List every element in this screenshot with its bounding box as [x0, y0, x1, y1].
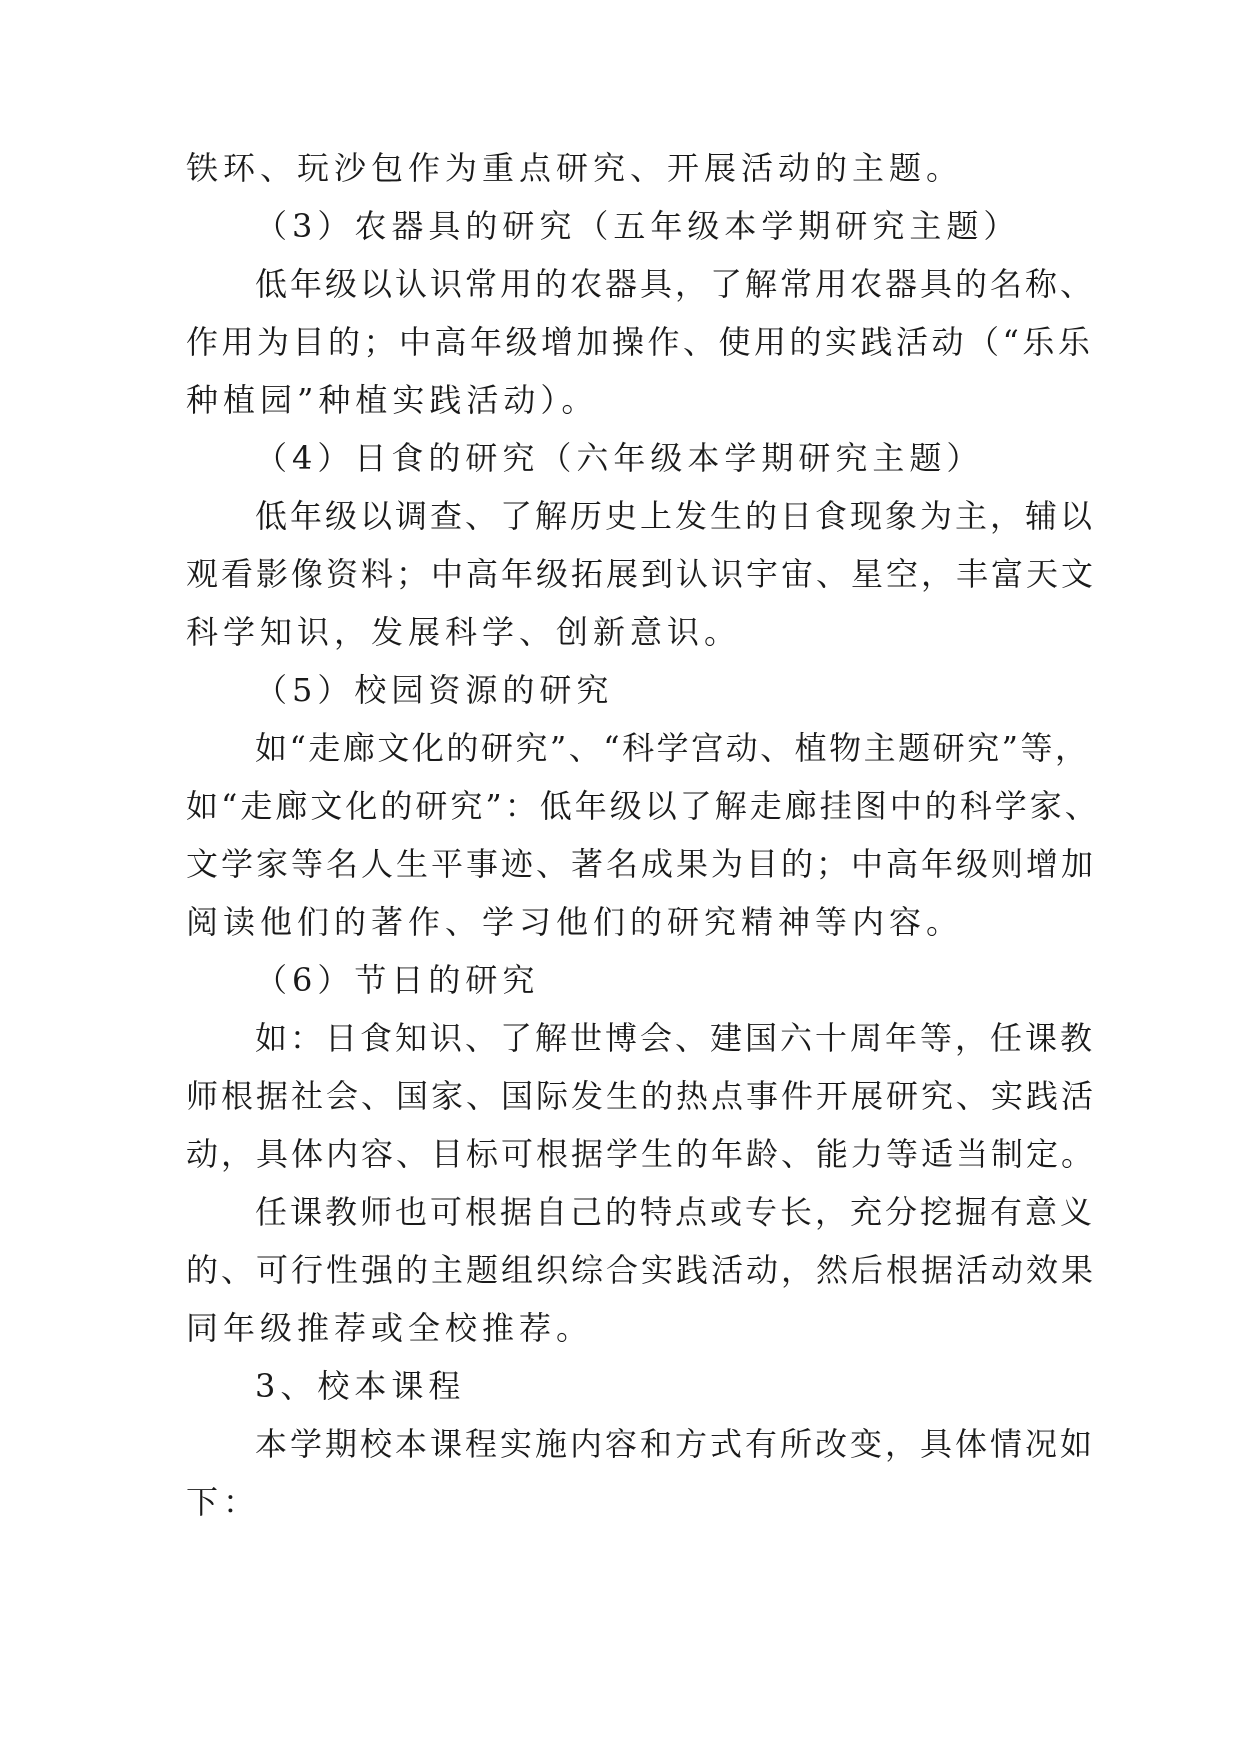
paragraph-line: 低年级以认识常用的农器具，了解常用农器具的名称、 [255, 265, 1096, 303]
paragraph-line: 如“走廊文化的研究”：低年级以了解走廊挂图中的科学家、 [186, 787, 1100, 825]
section-heading-3: （3）农器具的研究（五年级本学期研究主题） [255, 207, 1021, 245]
paragraph-line: 文学家等名人生平事迹、著名成果为目的；中高年级则增加 [186, 845, 1097, 883]
paragraph-line: 如“走廊文化的研究”、“科学宫动、植物主题研究”等， [255, 729, 1090, 767]
paragraph-line: 低年级以调查、了解历史上发生的日食现象为主，辅以 [255, 497, 1096, 535]
section-heading-4: （4）日食的研究（六年级本学期研究主题） [255, 439, 984, 477]
paragraph-line: 阅读他们的著作、学习他们的研究精神等内容。 [186, 903, 964, 941]
paragraph-line: 观看影像资料；中高年级拓展到认识宇宙、星空，丰富天文 [186, 555, 1097, 593]
paragraph-line: 作用为目的；中高年级增加操作、使用的实践活动（“乐乐 [186, 323, 1094, 361]
section-heading-5: （5）校园资源的研究 [255, 671, 614, 709]
paragraph-line: 动，具体内容、目标可根据学生的年龄、能力等适当制定。 [186, 1135, 1097, 1173]
paragraph-line: 的、可行性强的主题组织综合实践活动，然后根据活动效果 [186, 1251, 1097, 1289]
paragraph-line: 下： [186, 1483, 261, 1521]
section-heading-6: （6）节日的研究 [255, 961, 540, 999]
paragraph-line: 本学期校本课程实施内容和方式有所改变，具体情况如 [255, 1425, 1096, 1463]
paragraph-line: 师根据社会、国家、国际发生的热点事件开展研究、实践活 [186, 1077, 1097, 1115]
section-heading-school-courses: 3、校本课程 [255, 1367, 466, 1405]
paragraph-line: 如：日食知识、了解世博会、建国六十周年等，任课教 [255, 1019, 1096, 1057]
paragraph-line: 任课教师也可根据自己的特点或专长，充分挖掘有意义 [255, 1193, 1096, 1231]
paragraph-line: 种植园”种植实践活动）。 [186, 381, 599, 419]
paragraph-line: 同年级推荐或全校推荐。 [186, 1309, 594, 1347]
paragraph-line: 科学知识，发展科学、创新意识。 [186, 613, 742, 651]
paragraph-line: 铁环、玩沙包作为重点研究、开展活动的主题。 [186, 149, 964, 187]
